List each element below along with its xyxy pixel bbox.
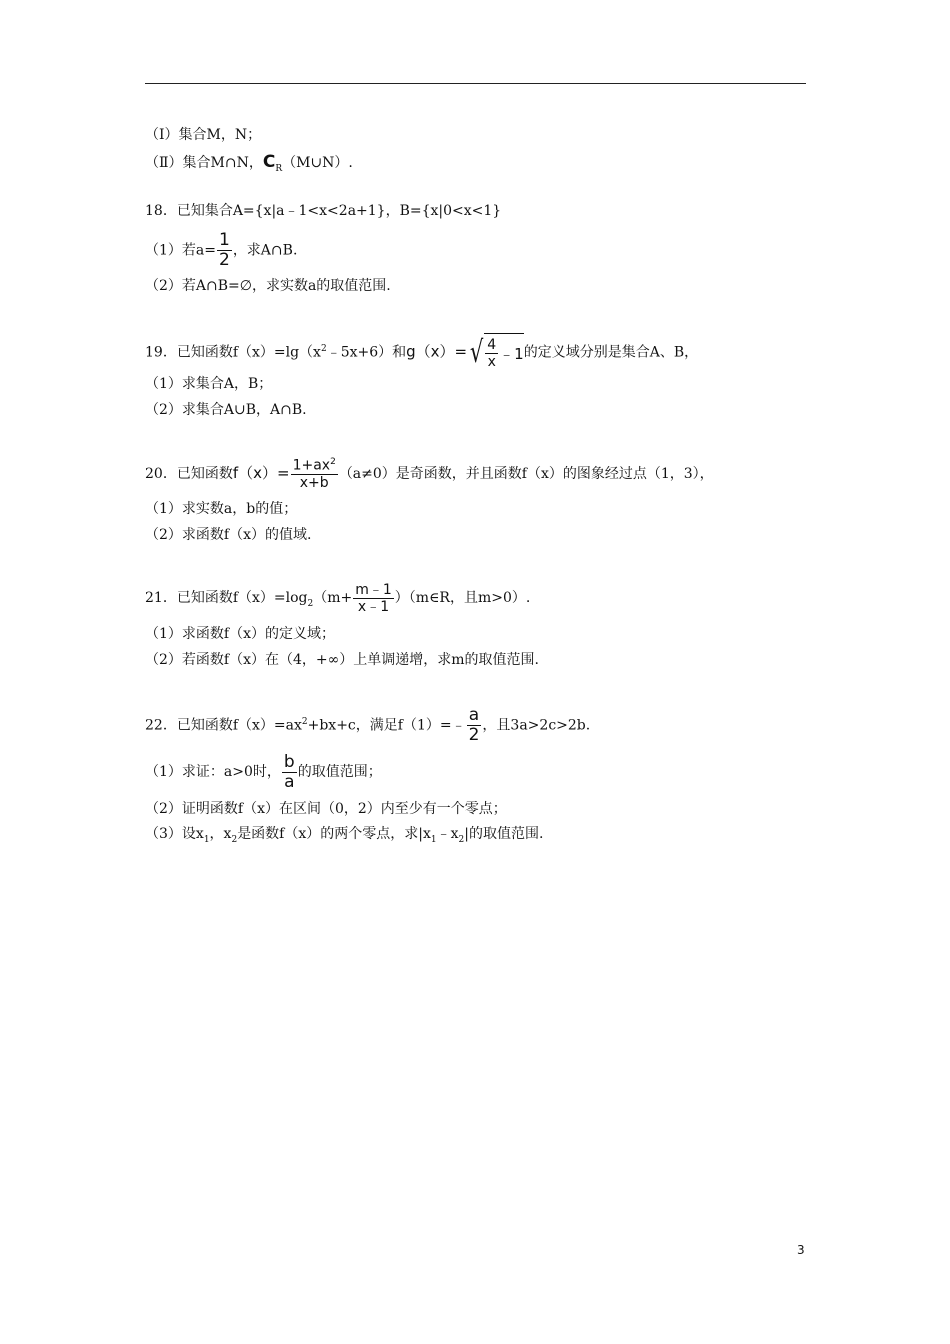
q21-stem: 21．已知函数$f(x)=\log_2(m+$ $\frac{m﹣1}{x﹣1}$ ）（m∈R，且m>0）. — [145, 581, 531, 615]
header-rule — [145, 83, 806, 84]
fraction-q22-stem: $\frac{a}{2}$ — [468, 705, 480, 746]
fraction-q20: $\frac{1+ax^2}{x+b}$ — [292, 457, 336, 491]
q22-part3: （3）设$x_1$，$x_2$是函数f（x）的两个零点，求$|x_1﹣x_2|$的取值范围. — [145, 826, 544, 845]
q20-part2: （2）求函数f（x）的值域. — [145, 527, 312, 543]
fraction-q21: $\frac{m﹣1}{x﹣1}$ — [355, 581, 392, 615]
q22-part2: （2）证明函数f（x）在区间（0，2）内至少有一个零点； — [145, 801, 507, 817]
q21-part1: （1）求函数f（x）的定义域； — [145, 626, 335, 642]
q21-part2: （2）若函数f（x）在（4，+∞）上单调递增，求m的取值范围. — [145, 652, 540, 668]
q20-stem: 20．已知函数f（x）= $\frac{1+ax^2}{x+b}$ （a≠0）是奇函数，并且函数f（x）的图象经过点（1，3）， — [145, 457, 714, 491]
q19-part1: （1）求集合A，B； — [145, 376, 273, 392]
q19-part2: （2）求集合A∪B，A∩B. — [145, 402, 307, 418]
q18-part2: （2）若A∩B=∅，求实数a的取值范围. — [145, 278, 391, 294]
q20-part1: （1）求实数a，b的值； — [145, 501, 298, 517]
q18-part1: （1）若a= $\frac{1}{2}$ ，求A∩B. — [145, 230, 298, 270]
sqrt-expression: √ $\frac{4}{x}$ ﹣1 — [467, 333, 524, 373]
q18-stem: 18．已知集合A={x|a﹣1<x<2a+1}，B={x|0<x<1} — [145, 203, 502, 219]
q17-part1: （Ⅰ）集合M，N； — [145, 127, 262, 143]
fraction-half: $\frac{1}{2}$ — [218, 230, 230, 270]
q19-stem: 19．已知函数$f(x)=\lg(x^2﹣5x+6)$和g（x）= √ $\frac{4}{x}$ ﹣1 的定义域分别是集合A、B， — [145, 330, 698, 373]
q17-part2: （Ⅱ）集合M∩N，$C_R(M\cup N)$. — [145, 152, 353, 174]
q22-stem: 22．已知函数$f(x)=ax^2+bx+c$，满足f（1）=﹣ $\frac{a}{2}$ ，且3a>2c>2b. — [145, 705, 591, 746]
page-number: 3 — [797, 1243, 805, 1257]
q22-part1: （1）求证：a>0时， $\frac{b}{a}$ 的取值范围； — [145, 751, 382, 792]
fraction-b-over-a: $\frac{b}{a}$ — [283, 751, 295, 792]
